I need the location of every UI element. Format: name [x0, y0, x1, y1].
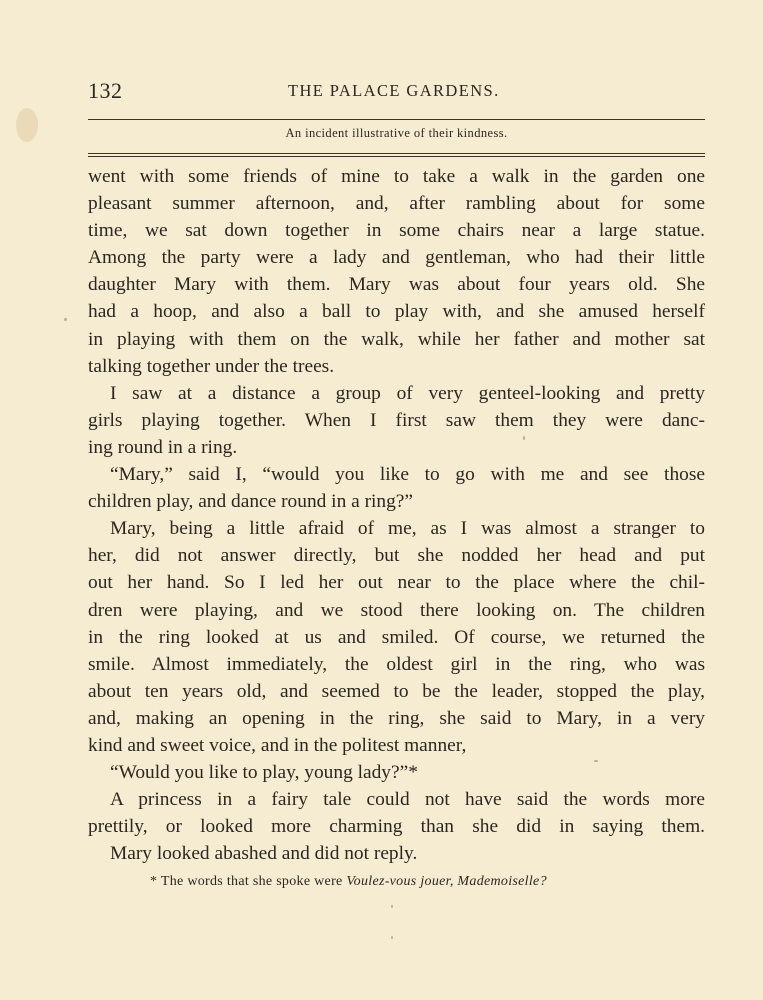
text-line: “Mary,” said I, “would you like to go with me and see those — [110, 464, 705, 486]
text-line: her, did not answer directly, but she nodded her head and put — [88, 545, 705, 567]
text-line: “Would you like to play, young lady?”* — [110, 762, 418, 784]
paper-speck — [391, 936, 393, 939]
running-head — [88, 78, 705, 106]
header-rule — [88, 119, 705, 120]
text-line: Mary, being a little afraid of me, as I was almost a stranger to — [110, 518, 705, 540]
text-line: kind and sweet voice, and in the politest manner, — [88, 734, 467, 756]
text-line: Mary looked abashed and did not reply. — [110, 843, 418, 865]
text-line: went with some friends of mine to take a walk in the garden one — [88, 166, 705, 187]
text-line: and, making an opening in the ring, she said to Mary, in a very — [88, 707, 705, 729]
page-number: 132 — [88, 78, 123, 103]
text-line: talking together under the trees. — [88, 355, 335, 377]
text-line: girls playing together. When I first saw them they were danc- — [88, 409, 705, 431]
text-line: Among the party were a lady and gentleman, who had their little — [88, 247, 705, 269]
text-line: ing round in a ring. — [88, 436, 238, 458]
body-text — [88, 163, 705, 867]
side-heading-rule — [88, 153, 705, 154]
text-line: time, we sat down together in some chairs near a large statue. — [88, 220, 705, 242]
running-title: THE PALACE GARDENS. — [288, 81, 500, 100]
footnote — [150, 874, 547, 890]
text-line: smile. Almost immediately, the oldest girl in the ring, who was — [88, 653, 705, 675]
paper-speck — [64, 318, 67, 321]
paper-stain — [16, 108, 38, 142]
paper-speck — [523, 436, 525, 440]
text-line: children play, and dance round in a ring?” — [88, 491, 414, 513]
paper-speck — [594, 760, 598, 762]
footnote-italic-phrase: Voulez-vous jouer, Mademoiselle? — [346, 874, 547, 889]
text-line: dren were playing, and we stood there looking on. The children — [88, 599, 705, 621]
side-heading-rule-double — [88, 156, 705, 157]
side-heading: An incident illustrative of their kindness. — [285, 126, 508, 140]
text-line: A princess in a fairy tale could not have said the words more — [110, 789, 705, 811]
footnote-text: * The words that she spoke were — [150, 874, 347, 889]
paper-speck — [391, 905, 393, 908]
text-line: in playing with them on the walk, while her father and mother sat — [88, 328, 705, 350]
text-line: daughter Mary with them. Mary was about four years old. She — [88, 274, 705, 296]
text-line: out her hand. So I led her out near to the place where the chil- — [88, 572, 705, 594]
text-line: had a hoop, and also a ball to play with, and she amused herself — [88, 301, 705, 323]
text-line: about ten years old, and seemed to be the leader, stopped the play, — [88, 680, 705, 702]
text-line: in the ring looked at us and smiled. Of course, we returned the — [88, 626, 705, 648]
text-line: prettily, or looked more charming than she did in saying them. — [88, 816, 705, 838]
text-line: I saw at a distance a group of very genteel-looking and pretty — [110, 382, 705, 404]
text-line: pleasant summer afternoon, and, after rambling about for some — [88, 193, 705, 215]
